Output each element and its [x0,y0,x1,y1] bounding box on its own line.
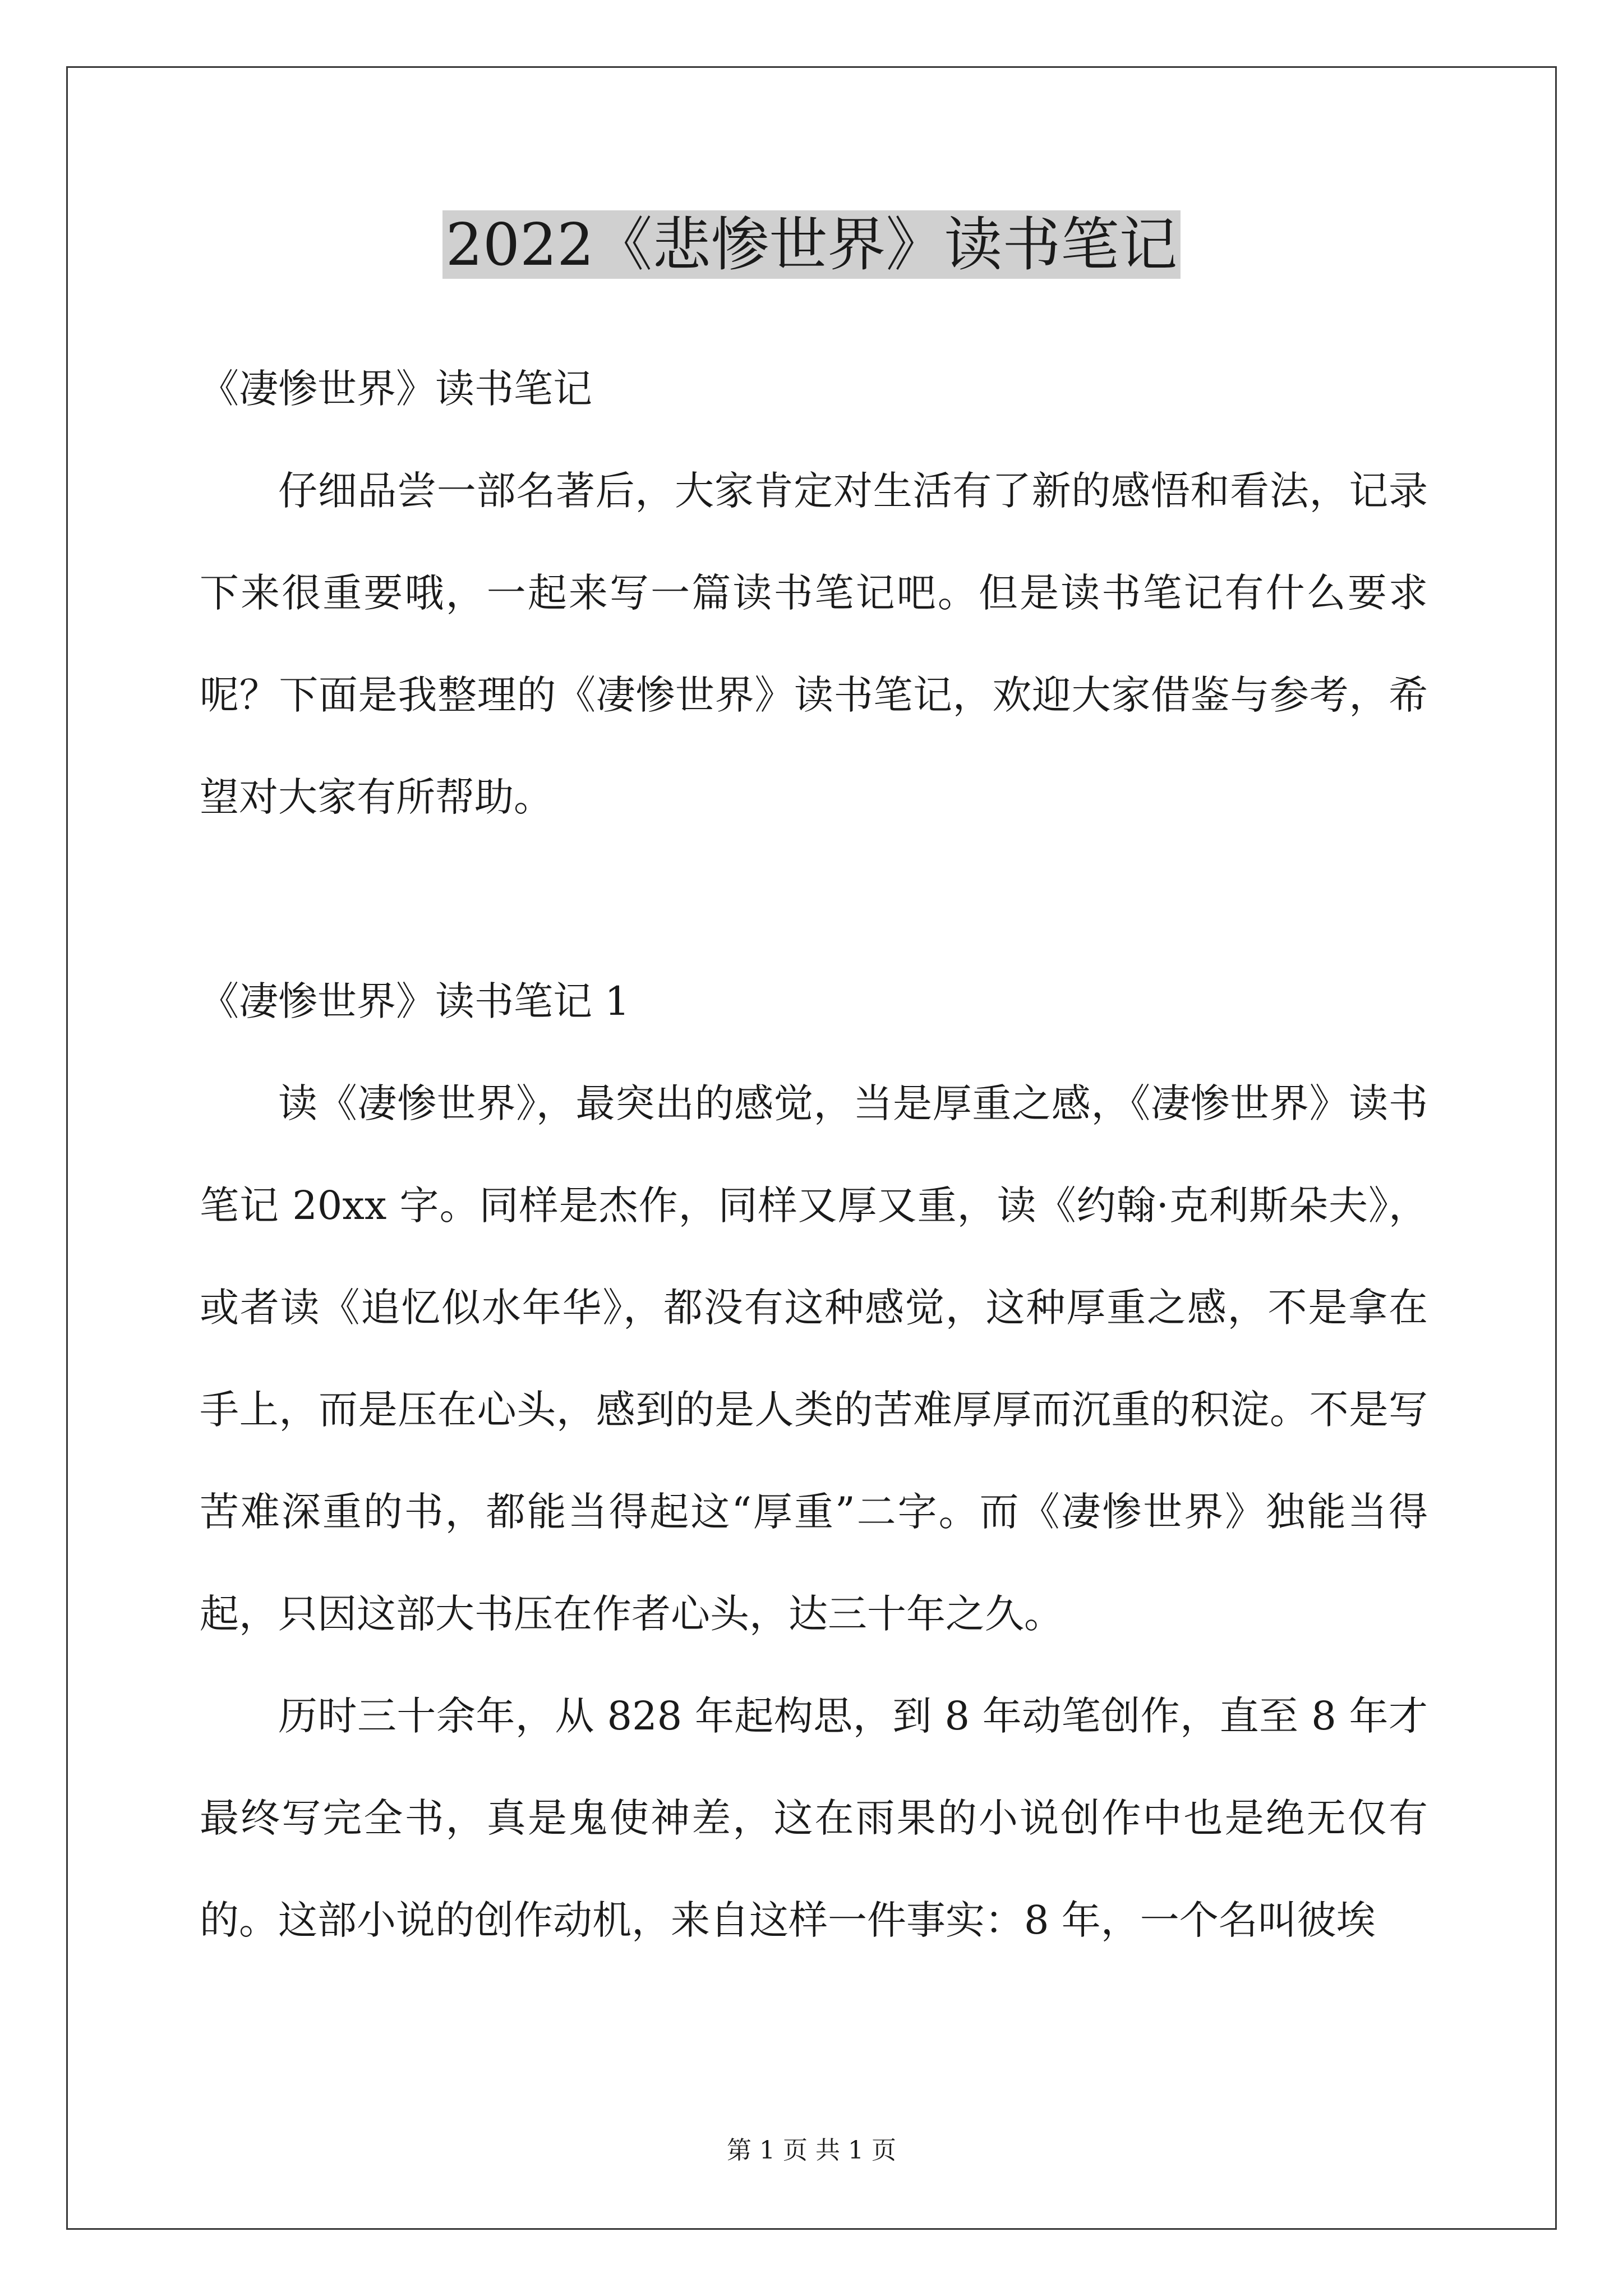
intro-heading: 《凄惨世界》读书笔记 [200,366,592,412]
document-title [0,206,1623,283]
document-title-text: 2022《悲惨世界》读书笔记 [442,210,1181,279]
section1-paragraph-2: 历时三十余年，从 828 年起构思，到 8 年动笔创作，直至 8 年才最终写完全书，真是鬼使神差，这在雨果的小说创作中也是绝无仅有的。这部小说的创作动机，来自这样一件事实：8 年，一个名叫彼埃 [200,1693,1428,1943]
section1-heading: 《凄惨世界》读书笔记 1 [200,978,630,1024]
document-body [200,338,1428,1971]
intro-paragraph: 仔细品尝一部名著后，大家肯定对生活有了新的感悟和看法，记录下来很重要哦，一起来写一篇读书笔记吧。但是读书笔记有什么要求呢？下面是我整理的《凄惨世界》读书笔记，欢迎大家借鉴与参考，希望对大家有所帮助。 [200,468,1428,820]
page-number: 第 1 页 共 1 页 [727,2136,896,2165]
section1-paragraph-1: 读《凄惨世界》，最突出的感觉，当是厚重之感，《凄惨世界》读书笔记 20xx 字。同样是杰作，同样又厚又重，读《约翰·克利斯朵夫》，或者读《追忆似水年华》，都没有这种感觉，这种厚重之感，不是拿在手上，而是压在心头，感到的是人类的苦难厚厚而沉重的积淀。不是写苦难深重的书，都能当得起这“厚重”二字。而《凄惨世界》独能当得起，只因这部大书压在作者心头，达三十年之久。 [200,1080,1428,1637]
section-spacer [200,848,1428,950]
page-footer [0,2134,1623,2168]
